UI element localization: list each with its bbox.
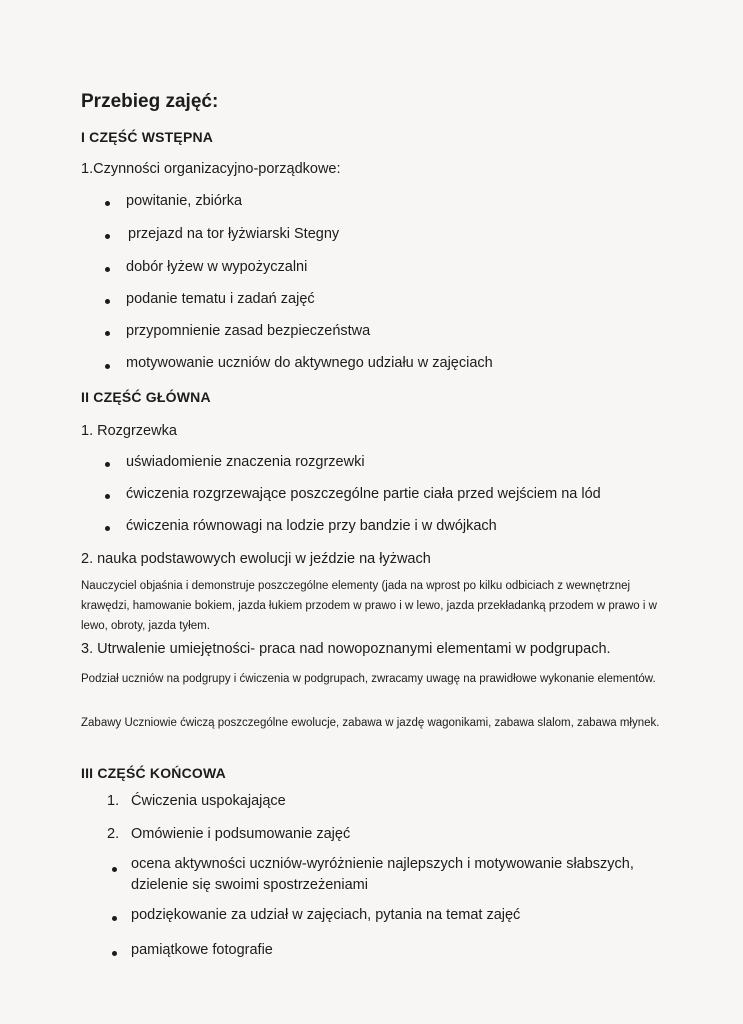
- nauka-description: Nauczyciel objaśnia i demonstruje poszczególne elementy (jada na wprost po kilku odbiciach z wewnętrznej krawędzi, hamowanie bokiem, jazda łukiem przodem w prawo i w lewo, jazda przekładanką przodem w prawo i w lewo, obroty, jazda tyłem.: [81, 580, 657, 632]
- section-heading-part2: II CZĘŚĆ GŁÓWNA: [81, 389, 211, 405]
- list-item: ćwiczenia równowagi na lodzie przy bandzie i w dwójkach: [126, 518, 497, 534]
- list-item: przypomnienie zasad bezpieczeństwa: [126, 323, 371, 339]
- bullet-icon: [105, 526, 110, 531]
- list-item: dobór łyżew w wypożyczalni: [126, 259, 308, 275]
- list-item: przejazd na tor łyżwiarski Stegny: [128, 226, 340, 242]
- list-item: podziękowanie za udział w zajęciach, pytania na temat zajęć: [131, 907, 521, 923]
- bullet-icon: [105, 462, 110, 467]
- list-item: pamiątkowe fotografie: [131, 942, 273, 958]
- list-item-continuation: dzielenie się swoimi spostrzeżeniami: [131, 877, 368, 893]
- bullet-icon: [112, 867, 117, 872]
- bullet-icon: [105, 201, 110, 206]
- list-item: podanie tematu i zadań zajęć: [126, 291, 315, 307]
- part1-subheading: 1.Czynności organizacyjno-porządkowe:: [81, 161, 341, 177]
- rozgrzewka-heading: 1. Rozgrzewka: [81, 423, 177, 439]
- list-item: ocena aktywności uczniów-wyróżnienie najlepszych i motywowanie słabszych,: [131, 856, 634, 872]
- list-item: motywowanie uczniów do aktywnego udziału w zajęciach: [126, 355, 493, 371]
- bullet-icon: [112, 951, 117, 956]
- bullet-icon: [105, 331, 110, 336]
- bullet-icon: [105, 494, 110, 499]
- list-item: powitanie, zbiórka: [126, 193, 243, 209]
- utrwalenie-heading: 3. Utrwalenie umiejętności- praca nad nowopoznanymi elementami w podgrupach.: [81, 641, 611, 657]
- list-number: 2.: [107, 826, 120, 842]
- page-title: Przebieg zajęć:: [81, 91, 219, 112]
- section-heading-part1: I CZĘŚĆ WSTĘPNA: [81, 129, 214, 145]
- list-number: 1.: [107, 793, 120, 809]
- numbered-item: Ćwiczenia uspokajające: [131, 793, 286, 809]
- bullet-icon: [105, 234, 110, 239]
- bullet-icon: [105, 299, 110, 304]
- list-item: ćwiczenia rozgrzewające poszczególne partie ciała przed wejściem na lód: [126, 486, 601, 502]
- section-heading-part3: III CZĘŚĆ KOŃCOWA: [81, 765, 226, 781]
- numbered-item: Omówienie i podsumowanie zajęć: [131, 826, 351, 842]
- nauka-heading: 2. nauka podstawowych ewolucji w jeździe na łyżwach: [81, 551, 431, 567]
- utrwalenie-description: Podział uczniów na podgrupy i ćwiczenia w podgrupach, zwracamy uwagę na prawidłowe wykonanie elementów.: [81, 673, 656, 685]
- zabawy-description: Zabawy Uczniowie ćwiczą poszczególne ewolucje, zabawa w jazdę wagonikami, zabawa slalom, zabawa młynek.: [81, 717, 660, 729]
- bullet-icon: [105, 364, 110, 369]
- bullet-icon: [105, 267, 110, 272]
- list-item: uświadomienie znaczenia rozgrzewki: [126, 454, 365, 470]
- bullet-icon: [112, 916, 117, 921]
